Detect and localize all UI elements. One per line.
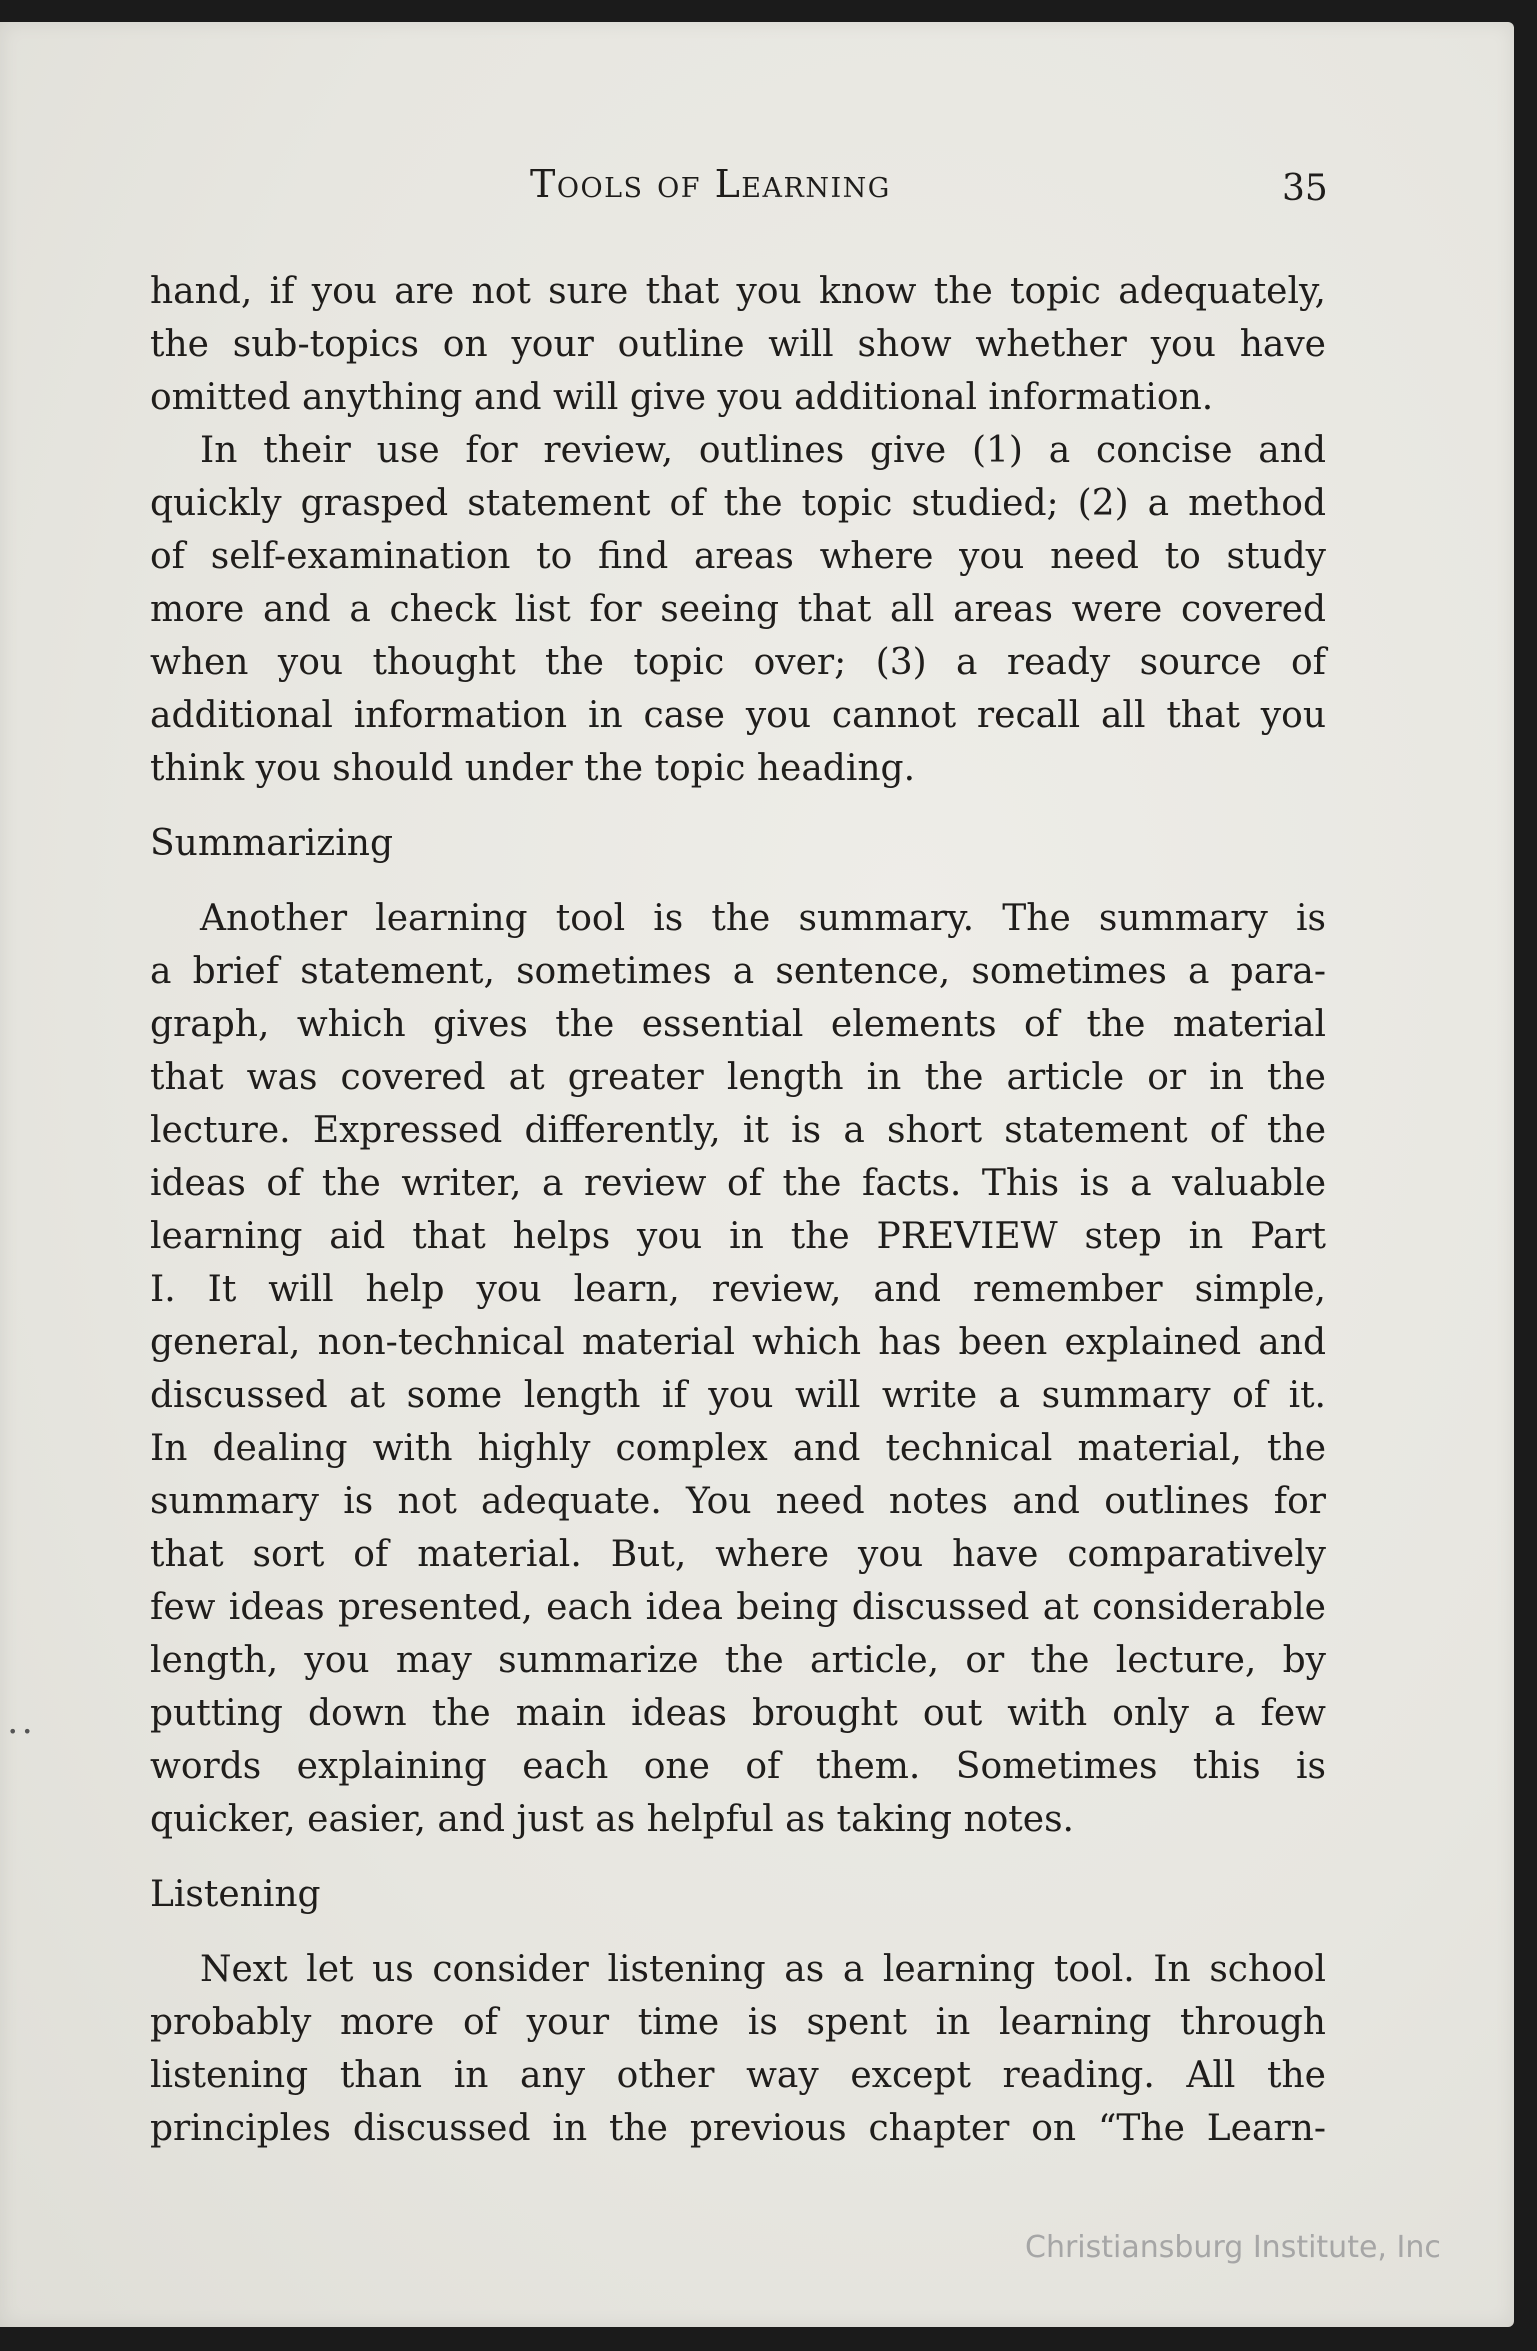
text-line: that sort of material. But, where you have comparatively	[150, 1534, 1326, 1575]
text-line: principles discussed in the previous chapter on “The Learn-	[150, 2108, 1326, 2149]
text-line: omitted anything and will give you additional information.	[150, 377, 1214, 418]
margin-marks: • •	[8, 1722, 32, 1741]
book-page	[0, 22, 1514, 2327]
running-title: Tools of Learning	[530, 162, 891, 206]
text-line: few ideas presented, each idea being discussed at considerable	[150, 1587, 1326, 1628]
text-line: the sub-topics on your outline will show whether you have	[150, 324, 1326, 365]
text-line: length, you may summarize the article, or the lecture, by	[150, 1640, 1326, 1681]
section-heading-listening: Listening	[150, 1874, 321, 1915]
text-line: general, non-technical material which has been explained and	[150, 1322, 1326, 1363]
text-line: Another learning tool is the summary. The summary is	[200, 898, 1326, 939]
watermark-text: Christiansburg Institute, Inc	[1025, 2230, 1441, 2265]
text-line: listening than in any other way except reading. All the	[150, 2055, 1326, 2096]
section-heading-summarizing: Summarizing	[150, 823, 394, 864]
text-line: probably more of your time is spent in learning through	[150, 2002, 1326, 2043]
text-line: think you should under the topic heading.	[150, 748, 916, 789]
text-line: hand, if you are not sure that you know the topic adequately,	[150, 271, 1326, 312]
text-line: quickly grasped statement of the topic studied; (2) a method	[150, 483, 1326, 524]
text-line: learning aid that helps you in the PREVIEW step in Part	[150, 1216, 1326, 1257]
text-line: words explaining each one of them. Sometimes this is	[150, 1746, 1326, 1787]
text-line: more and a check list for seeing that all areas were covered	[150, 589, 1326, 630]
text-line: quicker, easier, and just as helpful as taking notes.	[150, 1799, 1074, 1840]
text-line: additional information in case you cannot recall all that you	[150, 695, 1326, 736]
text-line: that was covered at greater length in the article or in the	[150, 1057, 1326, 1098]
text-line: lecture. Expressed differently, it is a short statement of the	[150, 1110, 1326, 1151]
text-line: putting down the main ideas brought out with only a few	[150, 1693, 1326, 1734]
text-line: discussed at some length if you will write a summary of it.	[150, 1375, 1326, 1416]
text-line: ideas of the writer, a review of the facts. This is a valuable	[150, 1163, 1326, 1204]
text-line: when you thought the topic over; (3) a ready source of	[150, 642, 1326, 683]
text-line: In dealing with highly complex and technical material, the	[150, 1428, 1326, 1469]
text-line: In their use for review, outlines give (1) a concise and	[200, 430, 1326, 471]
text-line: a brief statement, sometimes a sentence, sometimes a para-	[150, 951, 1326, 992]
text-line: I. It will help you learn, review, and remember simple,	[150, 1269, 1326, 1310]
page-number: 35	[1282, 168, 1328, 209]
page-body	[150, 265, 1326, 2155]
text-line: of self-examination to find areas where you need to study	[150, 536, 1326, 577]
text-line: Next let us consider listening as a learning tool. In school	[200, 1949, 1326, 1990]
text-line: summary is not adequate. You need notes and outlines for	[150, 1481, 1326, 1522]
text-line: graph, which gives the essential elements of the material	[150, 1004, 1326, 1045]
